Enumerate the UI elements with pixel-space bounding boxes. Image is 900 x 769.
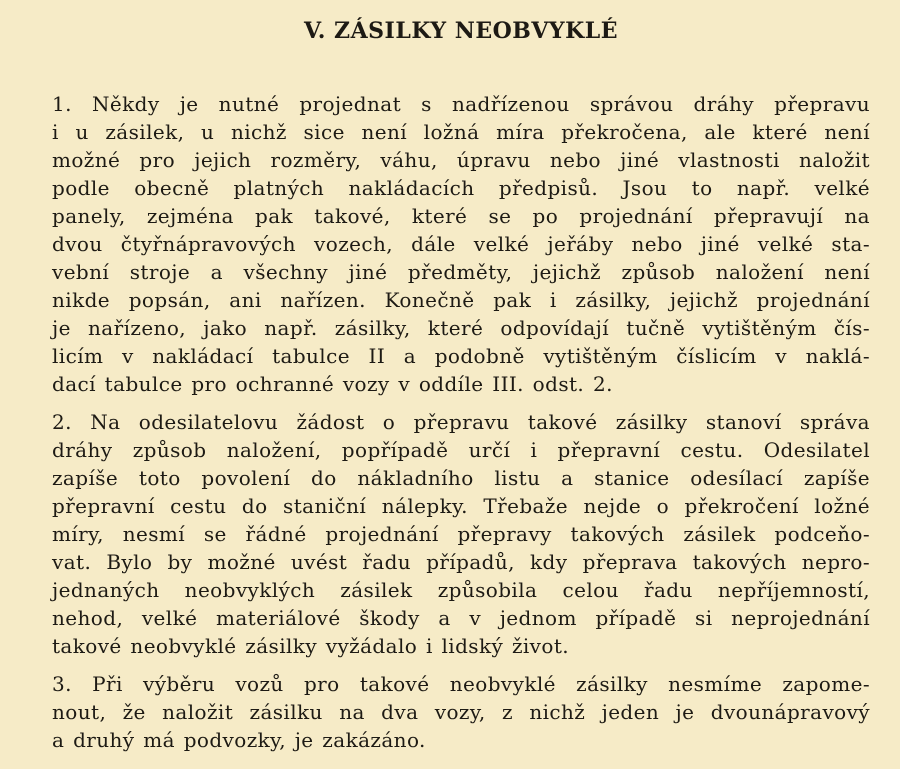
paragraph-line: míry, nesmí se řádné projednání přepravy takových zásilek podceňo- (52, 522, 870, 546)
paragraph-2 (52, 408, 870, 660)
paragraph-3 (52, 670, 870, 754)
paragraph-1 (52, 90, 870, 398)
paragraph-line: přepravní cestu do staniční nálepky. Třebaže nejde o překročení ložné (52, 494, 870, 518)
paragraph-line: a druhý má podvozky, je zakázáno. (52, 728, 426, 752)
paragraph-line: jednaných neobvyklých zásilek způsobila celou řadu nepříjemností, (52, 578, 870, 602)
paragraph-line: dvou čtyřnápravových vozech, dále velké jeřáby nebo jiné velké sta- (52, 232, 870, 256)
paragraph-line: 3. Při výběru vozů pro takové neobvyklé zásilky nesmíme zapome- (52, 672, 870, 696)
paragraph-line: nout, že naložit zásilku na dva vozy, z nichž jeden je dvounápravový (52, 700, 870, 724)
paragraph-line: dráhy způsob naložení, popřípadě určí i přepravní cestu. Odesilatel (52, 438, 870, 462)
paragraph-line: 1. Někdy je nutné projednat s nadřízenou správou dráhy přepravu (52, 92, 870, 116)
paragraph-line: podle obecně platných nakládacích předpisů. Jsou to např. velké (52, 176, 870, 200)
paragraph-line: je nařízeno, jako např. zásilky, které odpovídají tučně vytištěným čís- (52, 316, 870, 340)
paragraph-line: nehod, velké materiálové škody a v jednom případě si neprojednání (52, 606, 870, 630)
paragraph-line: 2. Na odesilatelovu žádost o přepravu takové zásilky stanoví správa (52, 410, 870, 434)
paragraph-line: panely, zejména pak takové, které se po projednání přepravují na (52, 204, 870, 228)
paragraph-line: vat. Bylo by možné uvést řadu případů, kdy přeprava takových nepro- (52, 550, 870, 574)
paragraph-line: zapíše toto povolení do nákladního listu a stanice odesílací zapíše (52, 466, 870, 490)
paragraph-line: nikde popsán, ani nařízen. Konečně pak i zásilky, jejichž projednání (52, 288, 870, 312)
paragraph-line: vební stroje a všechny jiné předměty, jejichž způsob naložení není (52, 260, 870, 284)
paragraph-line: licím v nakládací tabulce II a podobně vytištěným číslicím v naklá- (52, 344, 870, 368)
paragraph-line: i u zásilek, u nichž sice není ložná míra překročena, ale které není (52, 120, 870, 144)
paragraph-line: takové neobvyklé zásilky vyžádalo i lidský život. (52, 634, 570, 658)
section-title: V. ZÁSILKY NEOBVYKLÉ (304, 18, 618, 44)
paragraph-line: možné pro jejich rozměry, váhu, úpravu nebo jiné vlastnosti naložit (52, 148, 870, 172)
paragraph-line: dací tabulce pro ochranné vozy v oddíle III. odst. 2. (52, 372, 613, 396)
